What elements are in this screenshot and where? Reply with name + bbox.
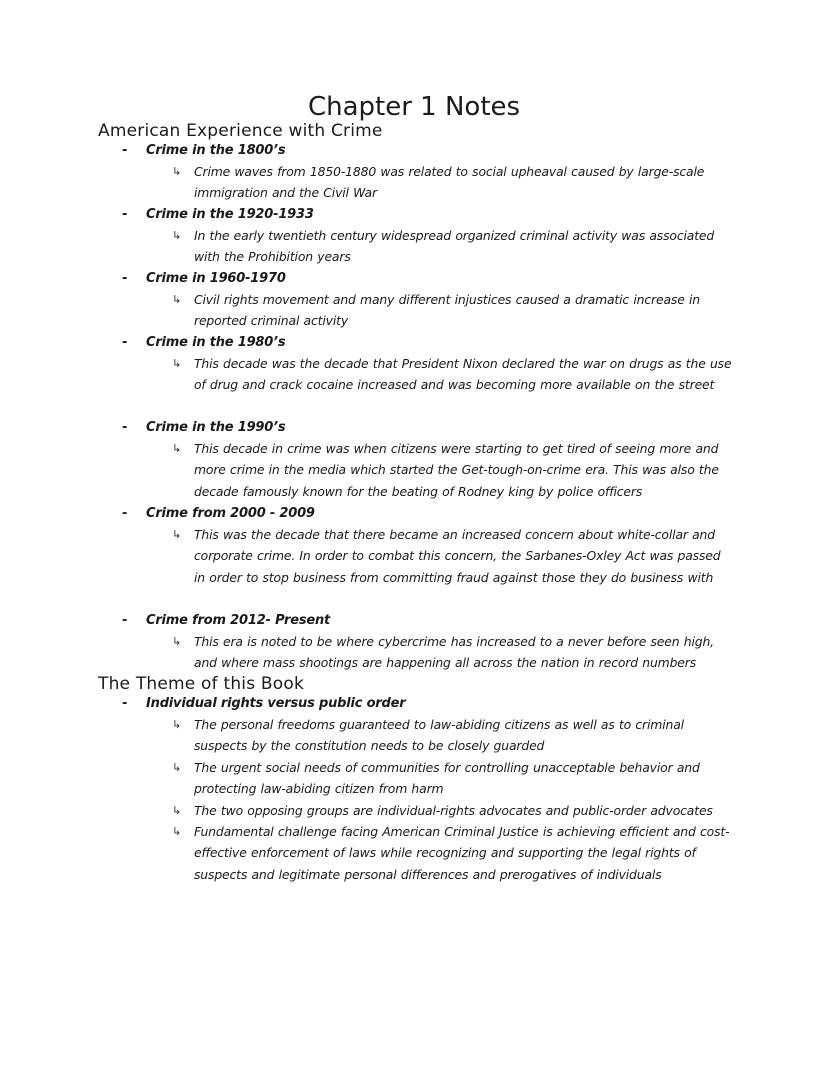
topic-crime-1960-1970 xyxy=(122,268,742,332)
topic-title-text: Crime in 1960-1970 xyxy=(146,271,286,286)
topic-crime-2000-2009 xyxy=(122,503,742,588)
sub-arrow-icon: ↳ xyxy=(172,635,182,648)
section-heading-theme: The Theme of this Book xyxy=(98,674,304,694)
list-item-text: The two opposing groups are individual-rights advocates and public-order advocates xyxy=(194,802,713,818)
list-item xyxy=(172,161,734,204)
sub-arrow-icon: ↳ xyxy=(172,825,182,839)
topic-crime-2012-present xyxy=(122,610,742,674)
dash-bullet-icon: - xyxy=(122,271,128,286)
list-item xyxy=(172,821,734,885)
topic-title xyxy=(122,332,742,353)
list-item-text: This decade in crime was when citizens were starting to get tired of seeing more and more crime in the media which started the Get-tough-on-crime era. This was also the decade famously known for the beating of Rodney king by police officers xyxy=(194,441,719,499)
section-heading-american-experience: American Experience with Crime xyxy=(98,121,383,141)
list-item-text: Civil rights movement and many different injustices caused a dramatic increase in reported criminal activity xyxy=(194,292,700,329)
list-item xyxy=(172,631,734,674)
topic-title xyxy=(122,268,742,289)
topic-title xyxy=(122,693,742,714)
dash-bullet-icon: - xyxy=(122,207,128,222)
topic-individual-rights xyxy=(122,693,742,885)
topic-title-text: Crime in the 1980’s xyxy=(146,335,286,350)
list-item xyxy=(172,714,734,757)
list-item xyxy=(172,353,734,396)
page-title: Chapter 1 Notes xyxy=(307,92,521,122)
topic-title-text: Crime in the 1800’s xyxy=(146,143,286,158)
topic-title-text: Individual rights versus public order xyxy=(146,696,406,711)
topic-title xyxy=(122,204,742,225)
topic-crime-1920-1933 xyxy=(122,204,742,268)
list-item-text: In the early twentieth century widespread organized criminal activity was associated with the Prohibition years xyxy=(194,228,715,265)
topic-title xyxy=(122,140,742,161)
list-item xyxy=(172,438,734,502)
list-item-text: The urgent social needs of communities for controlling unacceptable behavior and protecting law-abiding citizen from harm xyxy=(194,759,700,797)
dash-bullet-icon: - xyxy=(122,420,128,435)
topic-crime-1800s xyxy=(122,140,742,204)
sub-arrow-icon: ↳ xyxy=(172,229,182,242)
topic-title xyxy=(122,503,742,524)
sub-arrow-icon: ↳ xyxy=(172,165,182,178)
topic-title-text: Crime from 2012- Present xyxy=(146,613,331,628)
topic-title xyxy=(122,610,742,631)
list-item-text: This decade was the decade that President Nixon declared the war on drugs as the use of drug and crack cocaine increased and was becoming more available on the street xyxy=(194,356,732,393)
sub-arrow-icon: ↳ xyxy=(172,293,182,306)
list-item-text: This was the decade that there became an increased concern about white-collar and corporate crime. In order to combat this concern, the Sarbanes-Oxley Act was passed in order to stop business from committing fraud against those they do business with xyxy=(194,527,721,585)
sub-arrow-icon: ↳ xyxy=(172,442,182,455)
topic-title-text: Crime in the 1920-1933 xyxy=(146,207,314,222)
topic-crime-1980s xyxy=(122,332,742,396)
list-item xyxy=(172,757,734,800)
sub-arrow-icon: ↳ xyxy=(172,760,182,774)
list-item-text: Crime waves from 1850-1880 was related to social upheaval caused by large-scale immigration and the Civil War xyxy=(194,164,705,201)
list-item xyxy=(172,800,734,821)
sub-arrow-icon: ↳ xyxy=(172,528,182,541)
topic-title-text: Crime in the 1990’s xyxy=(146,420,286,435)
sub-arrow-icon: ↳ xyxy=(172,357,182,370)
dash-bullet-icon: - xyxy=(122,506,128,521)
list-item xyxy=(172,225,734,268)
list-item-text: The personal freedoms guaranteed to law-abiding citizens as well as to criminal suspects by the constitution needs to be closely guarded xyxy=(194,717,684,754)
sub-arrow-icon: ↳ xyxy=(172,718,182,731)
dash-bullet-icon: - xyxy=(122,143,128,158)
topic-title-text: Crime from 2000 - 2009 xyxy=(146,506,315,521)
list-item-text: This era is noted to be where cybercrime has increased to a never before seen high, and where mass shootings are happening all across the nation in record numbers xyxy=(194,634,714,671)
dash-bullet-icon: - xyxy=(122,696,128,711)
sub-arrow-icon: ↳ xyxy=(172,803,182,817)
topic-title xyxy=(122,417,742,438)
list-item-text: Fundamental challenge facing American Criminal Justice is achieving efficient and cost-effective enforcement of laws while recognizing and supporting the legal rights of suspects and legitimate personal differences and prerogatives of individuals xyxy=(194,824,730,882)
topic-crime-1990s xyxy=(122,417,742,502)
list-item xyxy=(172,524,734,588)
dash-bullet-icon: - xyxy=(122,613,128,628)
list-item xyxy=(172,289,734,332)
dash-bullet-icon: - xyxy=(122,335,128,350)
